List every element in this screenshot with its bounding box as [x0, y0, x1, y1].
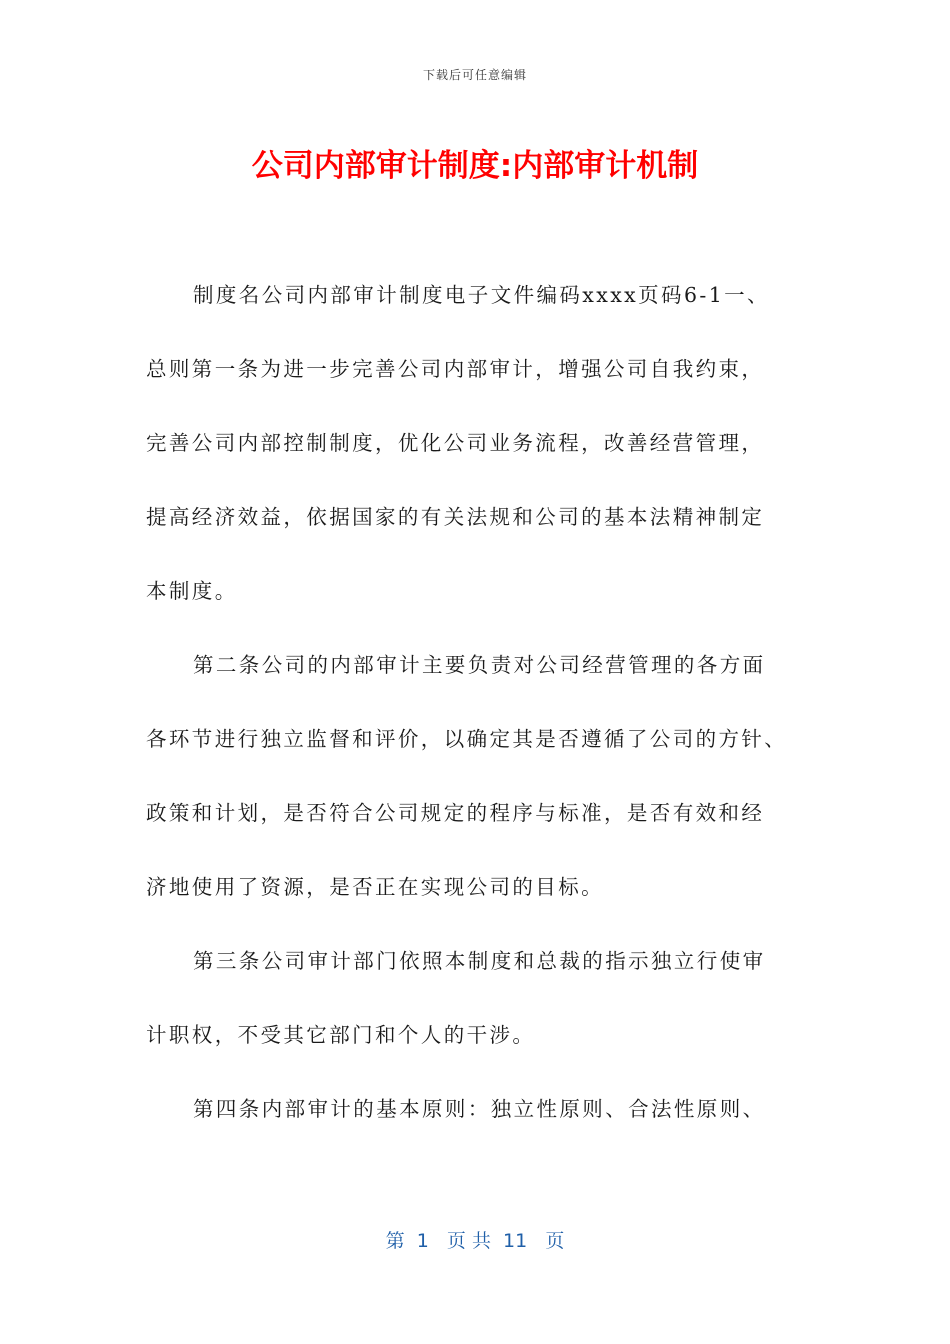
body-line: 济地使用了资源，是否正在实现公司的目标。 — [146, 875, 604, 899]
body-line: 第二条公司的内部审计主要负责对公司经营管理的各方面 — [193, 653, 766, 677]
document-body — [146, 258, 806, 1146]
body-line: 各环节进行独立监督和评价，以确定其是否遵循了公司的方针、 — [146, 727, 788, 751]
document-title: 公司内部审计制度:内部审计机制 — [251, 148, 699, 184]
body-line: 计职权，不受其它部门和个人的干涉。 — [146, 1023, 536, 1047]
body-line: 提高经济效益，依据国家的有关法规和公司的基本法精神制定 — [146, 505, 765, 529]
body-line: 第三条公司审计部门依照本制度和总裁的指示独立行使审 — [193, 949, 766, 973]
body-line: 第四条内部审计的基本原则：独立性原则、合法性原则、 — [193, 1097, 766, 1121]
header-note: 下载后可任意编辑 — [422, 68, 527, 82]
body-line: 政策和计划，是否符合公司规定的程序与标准，是否有效和经 — [146, 801, 765, 825]
body-line: 完善公司内部控制制度，优化公司业务流程，改善经营管理， — [146, 431, 765, 455]
body-line: 总则第一条为进一步完善公司内部审计，增强公司自我约束， — [146, 357, 765, 381]
page-footer: 第 1 页 共 11 页 — [385, 1230, 565, 1252]
body-line: 本制度。 — [146, 579, 238, 603]
body-line: 制度名公司内部审计制度电子文件编码xxxx页码6-1一、 — [193, 283, 770, 307]
